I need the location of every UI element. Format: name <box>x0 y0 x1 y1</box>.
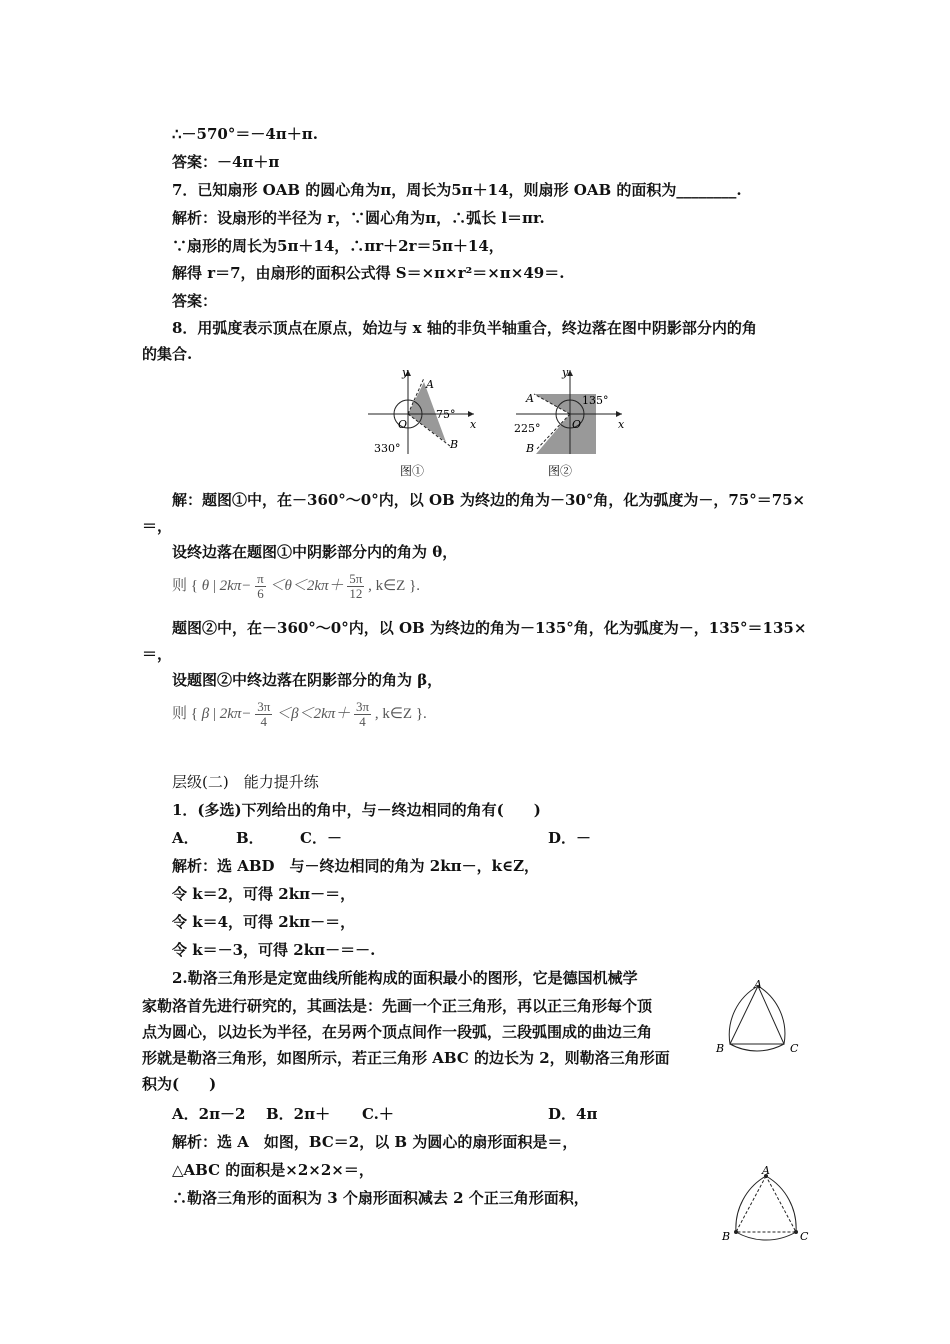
solution-line: 解：题图①中，在－360°～0°内，以 OB 为终边的角为－30°角，化为弧度为－，75°＝75× <box>172 491 806 509</box>
question-1: 1．(多选)下列给出的角中，与－终边相同的角有( ) <box>172 801 541 819</box>
choice-d: D．4π <box>548 1105 598 1123</box>
angle-label: 225° <box>514 422 541 435</box>
point-a-label: A <box>754 978 762 991</box>
angle-label: 135° <box>582 394 609 407</box>
solution-line: ∵扇形的周长为5π＋14，∴πr＋2r＝5π＋14， <box>172 237 504 255</box>
choice-c: C.＋ <box>362 1105 394 1123</box>
figure-2-caption: 图② <box>548 464 573 478</box>
point-a-label: A <box>426 378 434 391</box>
choice-b: B．2π＋ <box>266 1105 331 1123</box>
solution-line: 解析：选 A 如图，BC＝2，以 B 为圆心的扇形面积是＝， <box>172 1133 578 1151</box>
question-8: 8．用弧度表示顶点在原点，始边与 x 轴的非负半轴重合，终边落在图中阴影部分内的角 <box>172 319 757 337</box>
solution-line: 设终边落在题图①中阴影部分内的角为 θ， <box>172 543 458 561</box>
figure-2 <box>510 366 628 458</box>
question-2-cont: 积为( ) <box>142 1075 217 1093</box>
solution-line: 解得 r＝7，由扇形的面积公式得 S＝×π×r²＝×π×49＝. <box>172 264 565 282</box>
solution-line: ＝， <box>142 517 173 535</box>
choice-a: A． <box>172 829 199 847</box>
solution-line: 令 k＝4，可得 2kπ－＝， <box>172 913 356 931</box>
answer-line: 答案： <box>172 292 218 310</box>
figure-1 <box>362 366 480 458</box>
solution-line: 设题图②中终边落在阴影部分的角为 β， <box>172 671 443 689</box>
point-c-label: C <box>800 1230 809 1243</box>
point-a-label: A <box>526 392 534 405</box>
y-axis-label: y <box>402 366 409 379</box>
point-b-label: B <box>722 1230 731 1243</box>
solution-line: 题图②中，在－360°～0°内，以 OB 为终边的角为－135°角，化为弧度为－，135°＝135× <box>172 619 807 637</box>
question-2-cont: 点为圆心，以边长为半径，在另两个顶点间作一段弧，三段弧围成的曲边三角 <box>142 1023 653 1041</box>
answer-line: 答案：－4π＋π <box>172 153 280 171</box>
question-2: 2.勒洛三角形是定宽曲线所能构成的面积最小的图形，它是德国机械学 <box>172 969 638 987</box>
choice-c: C．－ <box>300 829 342 847</box>
point-c-label: C <box>790 1042 799 1055</box>
angle-label: 330° <box>374 442 401 455</box>
solution-line: △ABC 的面积是×2×2×＝， <box>172 1161 374 1179</box>
set-formula-beta: 则 { β | 2kπ− $\frac{3\pi}{4}$ ＜β＜2kπ＋ $\frac{3\pi}{4}$ , k∈Z }. <box>172 699 427 729</box>
origin-label: O <box>398 418 408 431</box>
solution-line: 解析：设扇形的半径为 r，∵圆心角为π，∴弧长 l＝πr. <box>172 209 545 227</box>
question-2-cont: 家勒洛首先进行研究的，其画法是：先画一个正三角形，再以正三角形每个顶 <box>142 997 653 1015</box>
choice-d: D．－ <box>548 829 592 847</box>
solution-line: 解析：选 ABD 与－终边相同的角为 2kπ－，k∈Z， <box>172 857 540 875</box>
solution-line: ∴勒洛三角形的面积为 3 个扇形面积减去 2 个正三角形面积， <box>172 1189 589 1207</box>
section-heading: 层级(二) 能力提升练 <box>172 773 319 791</box>
point-a-label: A <box>762 1164 770 1177</box>
question-8-cont: 的集合. <box>142 345 193 363</box>
question-7: 7．已知扇形 OAB 的圆心角为π，周长为5π＋14，则扇形 OAB 的面积为________. <box>172 181 742 199</box>
y-axis-label: y <box>562 366 569 379</box>
choice-b: B． <box>236 829 264 847</box>
point-b-label: B <box>526 442 535 455</box>
x-axis-label: x <box>618 418 625 431</box>
origin-label: O <box>572 418 582 431</box>
solution-line: ＝， <box>142 645 173 663</box>
angle-label: 75° <box>436 408 456 421</box>
x-axis-label: x <box>470 418 477 431</box>
point-b-label: B <box>716 1042 725 1055</box>
solution-line: 令 k＝－3，可得 2kπ－＝－. <box>172 941 376 959</box>
text-line: ∴－570°＝－4π＋π. <box>172 125 318 143</box>
point-b-label: B <box>450 438 459 451</box>
question-2-cont: 形就是勒洛三角形，如图所示，若正三角形 ABC 的边长为 2，则勒洛三角形面 <box>142 1049 670 1067</box>
reuleaux-triangle-solution-figure <box>720 1164 816 1246</box>
choice-a: A．2π－2 <box>172 1105 246 1123</box>
set-formula-theta: 则 { θ | 2kπ− $\frac{\pi}{6}$ ＜θ＜2kπ＋ $\frac{5\pi}{12}$ , k∈Z }. <box>172 571 421 601</box>
figure-1-caption: 图① <box>400 464 425 478</box>
reuleaux-triangle-figure <box>712 978 808 1060</box>
solution-line: 令 k＝2，可得 2kπ－＝， <box>172 885 356 903</box>
